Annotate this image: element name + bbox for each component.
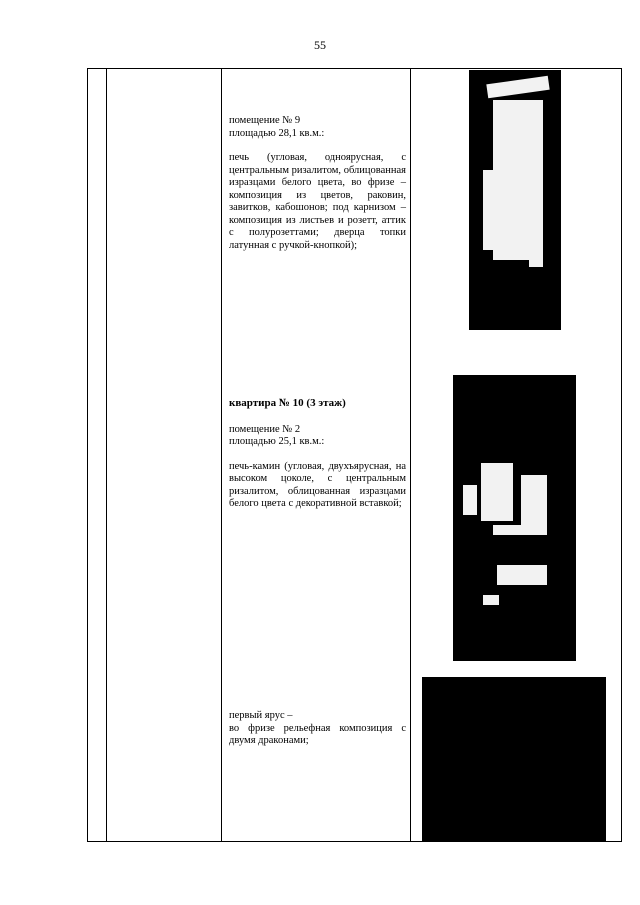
table-border-right bbox=[621, 69, 622, 841]
stove-photo bbox=[469, 70, 561, 330]
room-area: площадью 25,1 кв.м.: bbox=[229, 436, 325, 447]
tier-description: во фризе рельефная композиция с двумя драконами; bbox=[229, 722, 406, 746]
entry-first-tier bbox=[229, 710, 406, 748]
entry-room-9 bbox=[229, 115, 406, 264]
room-area: площадью 28,1 кв.м.: bbox=[229, 127, 325, 139]
entry-apartment-10 bbox=[229, 397, 406, 523]
fireplace-description: печь-камин (угловая, двухъярусная, на высоком цоколе, с центральным ризалитом, облицованная изразцами белого цвета с декоративной вставкой; bbox=[229, 460, 406, 509]
stove-description: печь (угловая, одноярусная, с центральным ризалитом, облицованная изразцами белого цвета, во фризе – композиция из цветов, раковин, завитков, кабошонов; под карнизом – композиция из листьев и розетт, аттик с полурозеттами; дверца топки латунная с ручкой-кнопкой); bbox=[229, 152, 406, 251]
tier-label: первый ярус – bbox=[229, 710, 293, 721]
frieze-photo bbox=[422, 677, 606, 842]
apartment-heading: квартира № 10 (3 этаж) bbox=[229, 397, 346, 409]
room-number: помещение № 9 bbox=[229, 115, 301, 126]
column-divider-3 bbox=[410, 69, 411, 841]
fireplace-photo bbox=[453, 375, 576, 661]
table-border-left bbox=[87, 69, 88, 841]
page-number: 55 bbox=[314, 38, 326, 52]
room-number: помещение № 2 bbox=[229, 423, 301, 435]
column-divider-2 bbox=[221, 69, 222, 841]
column-divider-1 bbox=[106, 69, 107, 841]
